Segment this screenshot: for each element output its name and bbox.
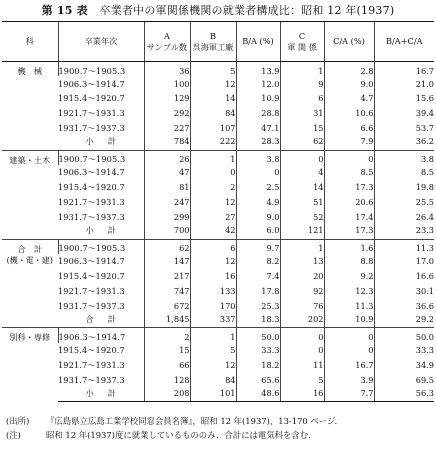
cell-bca: 36.6: [374, 298, 434, 313]
subtotal-ba: 6.0: [236, 224, 280, 239]
cell-a: 227: [144, 121, 190, 136]
cell-ca: 0: [324, 328, 374, 343]
cell-ca: 8.5: [324, 165, 374, 180]
cell-bca: 8.5: [374, 165, 434, 180]
table-row: [2, 254, 434, 269]
cell-ba: 17.8: [236, 283, 280, 298]
cell-b: 2: [190, 180, 236, 195]
cell-a: 147: [144, 254, 190, 269]
cell-b: 107: [190, 121, 236, 136]
cell-b: 5: [190, 62, 236, 77]
subtotal-label: 小計: [85, 224, 130, 235]
subtotal-ca: 7.9: [324, 135, 374, 150]
table-row: [2, 106, 434, 121]
cell-b: 1: [190, 150, 236, 165]
subtotal-ba: 18.3: [236, 313, 280, 328]
cell-c: 1: [280, 62, 324, 77]
cell-c: 4: [280, 165, 324, 180]
cell-c: 0: [280, 328, 324, 343]
table-group: [2, 150, 434, 239]
cell-b: 1: [190, 328, 236, 343]
cell-c: 11: [280, 357, 324, 372]
table-row: [2, 343, 434, 358]
subtotal-row: [2, 224, 434, 239]
table-number: 第 15 表: [41, 4, 88, 17]
cell-years: 1921.7～1931.3: [58, 359, 125, 370]
cell-a: 81: [144, 180, 190, 195]
notes: [6, 414, 434, 442]
cell-a: 26: [144, 150, 190, 165]
table-row: [2, 239, 434, 254]
cell-years: 1931.7～1937.3: [58, 211, 125, 222]
field-label: 建築・土木: [2, 150, 58, 239]
cell-b: 12: [190, 357, 236, 372]
cell-a: 128: [144, 372, 190, 387]
cell-years: 1921.7～1931.3: [58, 108, 125, 119]
cell-a: 66: [144, 357, 190, 372]
table-row: [2, 298, 434, 313]
cell-c: 9: [280, 76, 324, 91]
table-group: [2, 239, 434, 328]
cell-ba: 3.8: [236, 150, 280, 165]
cell-b: 12: [190, 76, 236, 91]
cell-ca: 2.8: [324, 62, 374, 77]
cell-ba: 18.2: [236, 357, 280, 372]
cell-b: 133: [190, 283, 236, 298]
cell-bca: 19.8: [374, 180, 434, 195]
subtotal-label: 小計: [58, 387, 144, 402]
cell-years: 1906.3～1914.7: [58, 78, 125, 89]
table-row: [2, 283, 434, 298]
subtotal-bca: 36.2: [374, 135, 434, 150]
cell-years: 1915.4～1920.7: [58, 344, 125, 355]
cell-c: 92: [280, 283, 324, 298]
cell-a: 47: [144, 165, 190, 180]
table-row: [2, 209, 434, 224]
cell-c: 76: [280, 298, 324, 313]
cell-years: 1900.7～1905.3: [58, 239, 144, 254]
cell-c: 13: [280, 254, 324, 269]
cell-bca: 26.4: [374, 209, 434, 224]
cell-b: 84: [190, 372, 236, 387]
cell-a: 129: [144, 91, 190, 106]
header-a: A サンプル数: [144, 22, 190, 62]
cell-ba: 7.4: [236, 269, 280, 284]
cell-years: 1915.4～1920.7: [58, 182, 125, 193]
cell-b: 170: [190, 298, 236, 313]
field-label: 別科・専修: [2, 328, 58, 402]
cell-a: 100: [144, 76, 190, 91]
note-source: (出所) 『広島県立広島工業学校同窓会員名簿』，昭和 12 年(1937)，13-170 ページ．: [6, 416, 344, 426]
cell-ca: 1.6: [324, 239, 374, 254]
subtotal-row: [2, 387, 434, 402]
cell-bca: 53.7: [374, 121, 434, 136]
cell-b: 16: [190, 269, 236, 284]
cell-ba: 13.9: [236, 62, 280, 77]
table-row: [2, 357, 434, 372]
header-field: 科: [2, 22, 58, 62]
table-row: [2, 76, 434, 91]
cell-ba: 50.0: [236, 328, 280, 343]
table-caption: 卒業者中の軍関係機関の就業者構成比：昭和 12 年(1937): [99, 4, 395, 17]
cell-c: 14: [280, 180, 324, 195]
header-b: B 呉海軍工廠: [190, 22, 236, 62]
subtotal-bca: 29.2: [374, 313, 434, 328]
table-row: [2, 372, 434, 387]
header-bca: B/A+C/A: [374, 22, 434, 62]
subtotal-b: 222: [190, 135, 236, 150]
cell-bca: 11.3: [374, 239, 434, 254]
cell-bca: 39.4: [374, 106, 434, 121]
table-row: [2, 150, 434, 165]
cell-years: 1921.7～1931.3: [58, 285, 125, 296]
table-row: [2, 165, 434, 180]
cell-years: 1906.3～1914.7: [58, 256, 125, 267]
cell-c: 20: [280, 269, 324, 284]
cell-ba: 8.2: [236, 254, 280, 269]
cell-bca: 25.5: [374, 195, 434, 210]
cell-bca: 30.1: [374, 283, 434, 298]
cell-ba: 2.5: [236, 180, 280, 195]
cell-ca: 9.0: [324, 76, 374, 91]
table-row: [2, 328, 434, 343]
cell-b: 27: [190, 209, 236, 224]
cell-ca: 8.8: [324, 254, 374, 269]
cell-ca: 4.7: [324, 91, 374, 106]
note-remark: (注) 昭和 12 年(1937)度に就業しているもののみ．合計には電気科を含む．: [6, 430, 317, 440]
header-years: 卒業年次: [58, 22, 144, 62]
cell-ca: 6.6: [324, 121, 374, 136]
cell-ca: 17.4: [324, 209, 374, 224]
cell-c: 0: [280, 150, 324, 165]
cell-ba: 25.3: [236, 298, 280, 313]
cell-ca: 17.3: [324, 180, 374, 195]
cell-ba: 33.3: [236, 343, 280, 358]
cell-ba: 47.1: [236, 121, 280, 136]
cell-c: 0: [280, 343, 324, 358]
cell-b: 12: [190, 195, 236, 210]
cell-ba: 9.0: [236, 209, 280, 224]
table-group: [2, 328, 434, 402]
cell-a: 292: [144, 106, 190, 121]
cell-bca: 33.3: [374, 343, 434, 358]
subtotal-label: 小計: [85, 136, 130, 147]
cell-a: 2: [144, 328, 190, 343]
cell-b: 5: [190, 343, 236, 358]
subtotal-ca: 10.9: [324, 313, 374, 328]
subtotal-label: 合計: [85, 313, 130, 324]
subtotal-b: 337: [190, 313, 236, 328]
cell-a: 247: [144, 195, 190, 210]
subtotal-b: 101: [190, 387, 236, 402]
subtotal-c: 202: [280, 313, 324, 328]
cell-b: 0: [190, 165, 236, 180]
subtotal-a: 784: [144, 135, 190, 150]
cell-ba: 9.7: [236, 239, 280, 254]
subtotal-row: [2, 135, 434, 150]
subtotal-ba: 28.3: [236, 135, 280, 150]
cell-years: 1931.7～1937.3: [58, 374, 125, 385]
cell-ba: 4.9: [236, 195, 280, 210]
cell-c: 52: [280, 209, 324, 224]
cell-c: 6: [280, 91, 324, 106]
cell-years: 1931.7～1937.3: [58, 122, 125, 133]
cell-ca: 3.9: [324, 372, 374, 387]
table-row: [2, 195, 434, 210]
table-group: [2, 62, 434, 151]
subtotal-c: 121: [280, 224, 324, 239]
subtotal-bca: 23.3: [374, 224, 434, 239]
cell-a: 36: [144, 62, 190, 77]
cell-years: 1921.7～1931.3: [58, 196, 125, 207]
table-row: [2, 121, 434, 136]
cell-ca: 0: [324, 343, 374, 358]
cell-years: 1906.3～1914.7: [58, 328, 144, 343]
subtotal-ba: 48.6: [236, 387, 280, 402]
cell-a: 299: [144, 209, 190, 224]
cell-ba: 12.0: [236, 76, 280, 91]
cell-ca: 11.3: [324, 298, 374, 313]
cell-c: 15: [280, 121, 324, 136]
cell-years: 1915.4～1920.7: [58, 270, 125, 281]
subtotal-bca: 56.3: [374, 387, 434, 402]
subtotal-b: 42: [190, 224, 236, 239]
cell-years: 1900.7～1905.3: [58, 62, 144, 77]
cell-bca: 34.9: [374, 357, 434, 372]
cell-years: 1906.3～1914.7: [58, 167, 125, 178]
cell-a: 747: [144, 283, 190, 298]
cell-bca: 69.5: [374, 372, 434, 387]
cell-ba: 65.6: [236, 372, 280, 387]
cell-bca: 16.7: [374, 62, 434, 77]
cell-ca: 20.6: [324, 195, 374, 210]
field-label: 機 械: [17, 66, 43, 76]
cell-b: 12: [190, 254, 236, 269]
cell-ba: 28.8: [236, 106, 280, 121]
header-c: C 軍 関 係: [280, 22, 324, 62]
cell-c: 51: [280, 195, 324, 210]
cell-bca: 21.0: [374, 76, 434, 91]
header-ba: B/A (%): [236, 22, 280, 62]
header-ca: C/A (%): [324, 22, 374, 62]
cell-bca: 50.0: [374, 328, 434, 343]
cell-b: 84: [190, 106, 236, 121]
cell-ca: 10.6: [324, 106, 374, 121]
cell-b: 6: [190, 239, 236, 254]
cell-a: 15: [144, 343, 190, 358]
cell-a: 672: [144, 298, 190, 313]
cell-years: 1915.4～1920.7: [58, 93, 125, 104]
subtotal-c: 16: [280, 387, 324, 402]
cell-ca: 16.7: [324, 357, 374, 372]
subtotal-a: 1,845: [144, 313, 190, 328]
cell-c: 1: [280, 239, 324, 254]
cell-c: 31: [280, 106, 324, 121]
table-row: [2, 62, 434, 77]
subtotal-c: 62: [280, 135, 324, 150]
table-row: [2, 269, 434, 284]
cell-c: 5: [280, 372, 324, 387]
table-row: [2, 180, 434, 195]
cell-a: 62: [144, 239, 190, 254]
subtotal-row: [2, 313, 434, 328]
cell-b: 14: [190, 91, 236, 106]
field-label: 合 計 (機・電・建): [2, 239, 58, 328]
cell-ca: 12.3: [324, 283, 374, 298]
cell-bca: 3.8: [374, 150, 434, 165]
data-table: [2, 21, 434, 402]
cell-years: 1900.7～1905.3: [58, 150, 144, 165]
header-row: [2, 22, 434, 62]
table-row: [2, 91, 434, 106]
cell-ba: 10.9: [236, 91, 280, 106]
subtotal-a: 208: [144, 387, 190, 402]
cell-bca: 15.6: [374, 91, 434, 106]
cell-bca: 17.0: [374, 254, 434, 269]
table-title: [0, 2, 436, 20]
cell-ba: 0: [236, 165, 280, 180]
subtotal-a: 700: [144, 224, 190, 239]
cell-years: 1931.7～1937.3: [58, 300, 125, 311]
cell-ca: 9.2: [324, 269, 374, 284]
cell-bca: 16.6: [374, 269, 434, 284]
subtotal-ca: 7.7: [324, 387, 374, 402]
cell-a: 217: [144, 269, 190, 284]
cell-ca: 0: [324, 150, 374, 165]
subtotal-ca: 17.3: [324, 224, 374, 239]
